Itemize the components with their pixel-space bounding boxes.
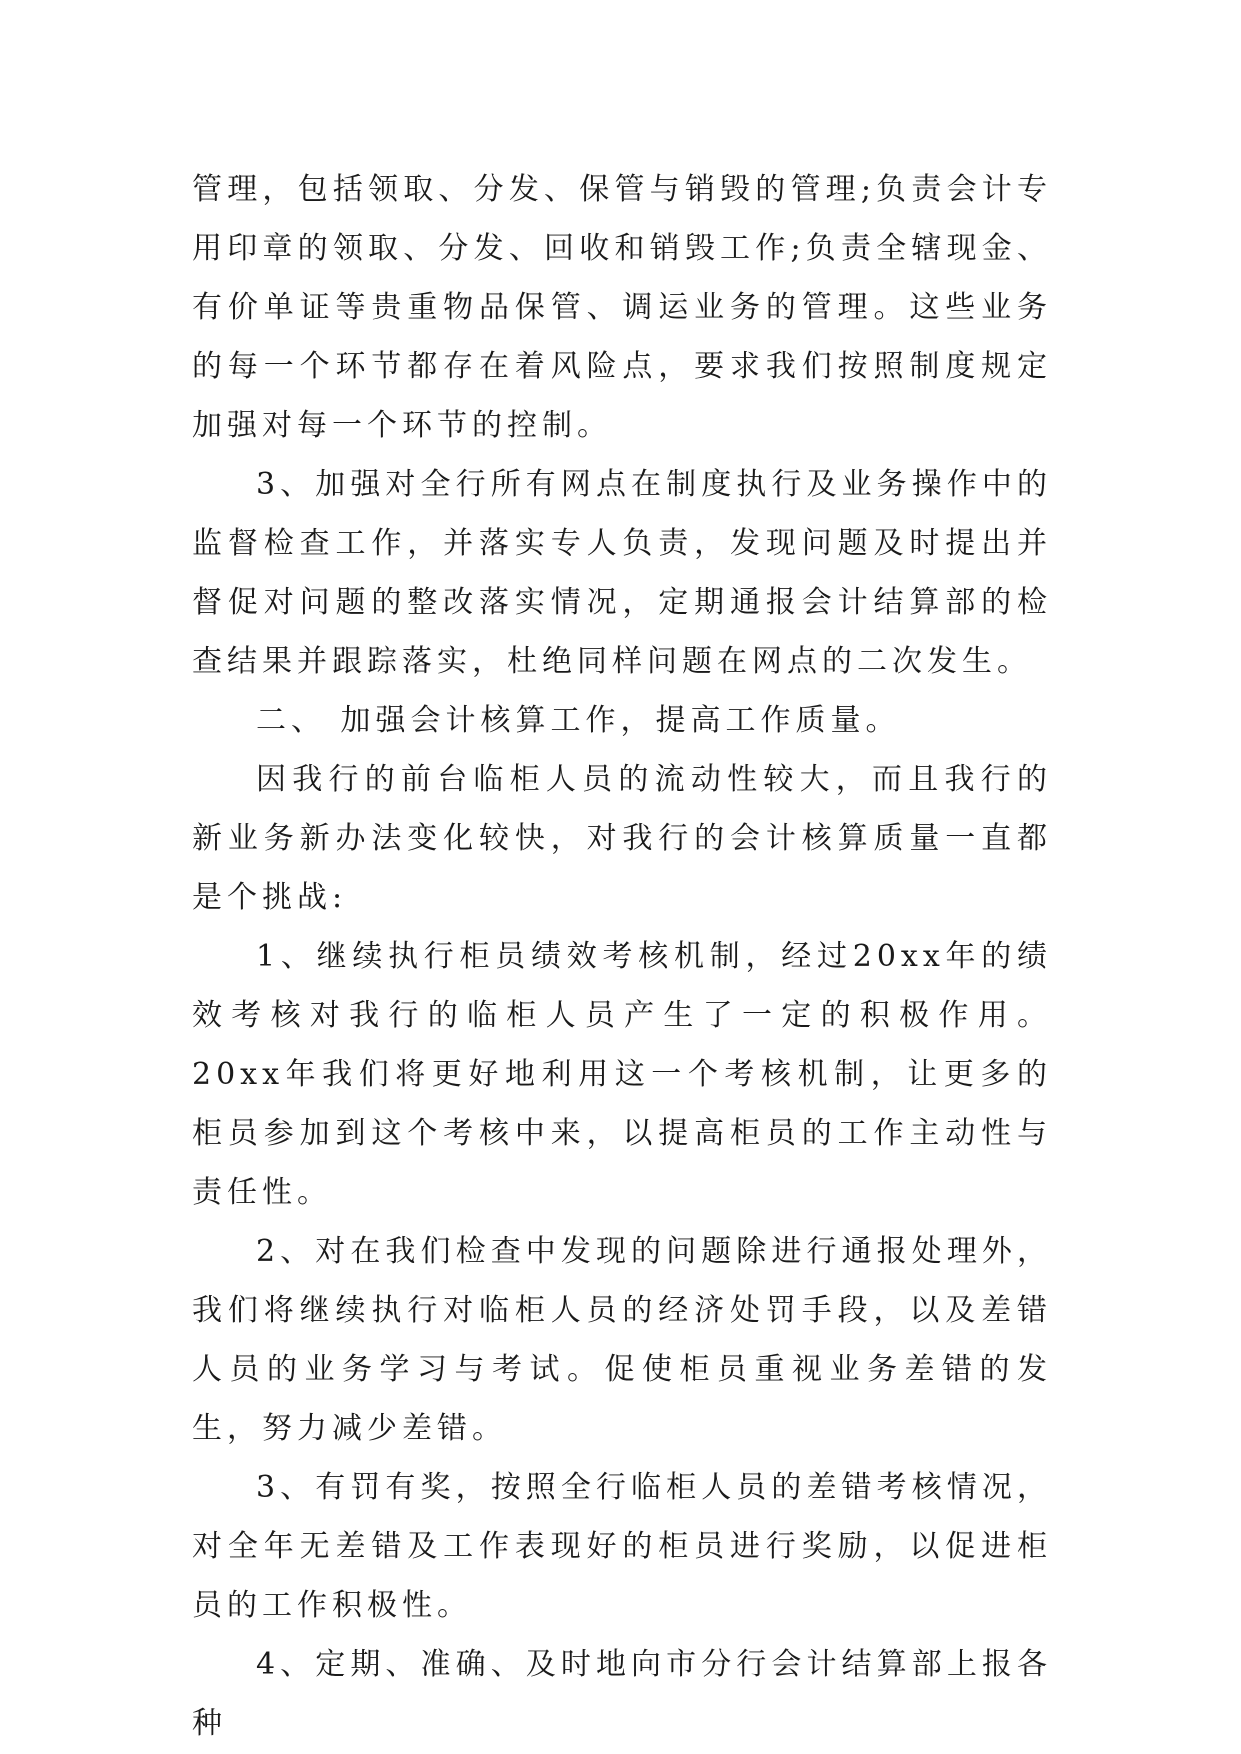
paragraph-reporting: 4、定期、准确、及时地向市分行会计结算部上报各种 (192, 1647, 1052, 1741)
paragraph-supervision-inspection: 3、加强对全行所有网点在制度执行及业务操作中的监督检查工作，并落实专人负责，发现问题及时提出并督促对问题的整改落实情况，定期通报会计结算部的检查结果并跟踪落实，杜绝同样问题在网点的二次发生。 (192, 467, 1052, 679)
paragraph-challenge: 因我行的前台临柜人员的流动性较大，而且我行的新业务新办法变化较快，对我行的会计核算质量一直都是个挑战: (192, 762, 1052, 915)
paragraph-performance-assessment: 1、继续执行柜员绩效考核机制，经过20xx年的绩效考核对我行的临柜人员产生了一定的积极作用。20xx年我们将更好地利用这一个考核机制，让更多的柜员参加到这个考核中来，以提高柜员的工作主动性与责任性。 (192, 939, 1052, 1210)
paragraph-rewards: 3、有罚有奖，按照全行临柜人员的差错考核情况，对全年无差错及工作表现好的柜员进行奖励，以促进柜员的工作积极性。 (192, 1470, 1052, 1623)
section-heading-accounting-quality: 二、 加强会计核算工作，提高工作质量。 (256, 703, 901, 738)
paragraph-management-scope: 管理，包括领取、分发、保管与销毁的管理;负责会计专用印章的领取、分发、回收和销毁工作;负责全辖现金、有价单证等贵重物品保管、调运业务的管理。这些业务的每一个环节都存在着风险点，要求我们按照制度规定加强对每一个环节的控制。 (192, 172, 1052, 443)
paragraph-penalty-measures: 2、对在我们检查中发现的问题除进行通报处理外，我们将继续执行对临柜人员的经济处罚手段，以及差错人员的业务学习与考试。促使柜员重视业务差错的发生，努力减少差错。 (192, 1234, 1052, 1446)
document-body (192, 160, 1052, 1753)
